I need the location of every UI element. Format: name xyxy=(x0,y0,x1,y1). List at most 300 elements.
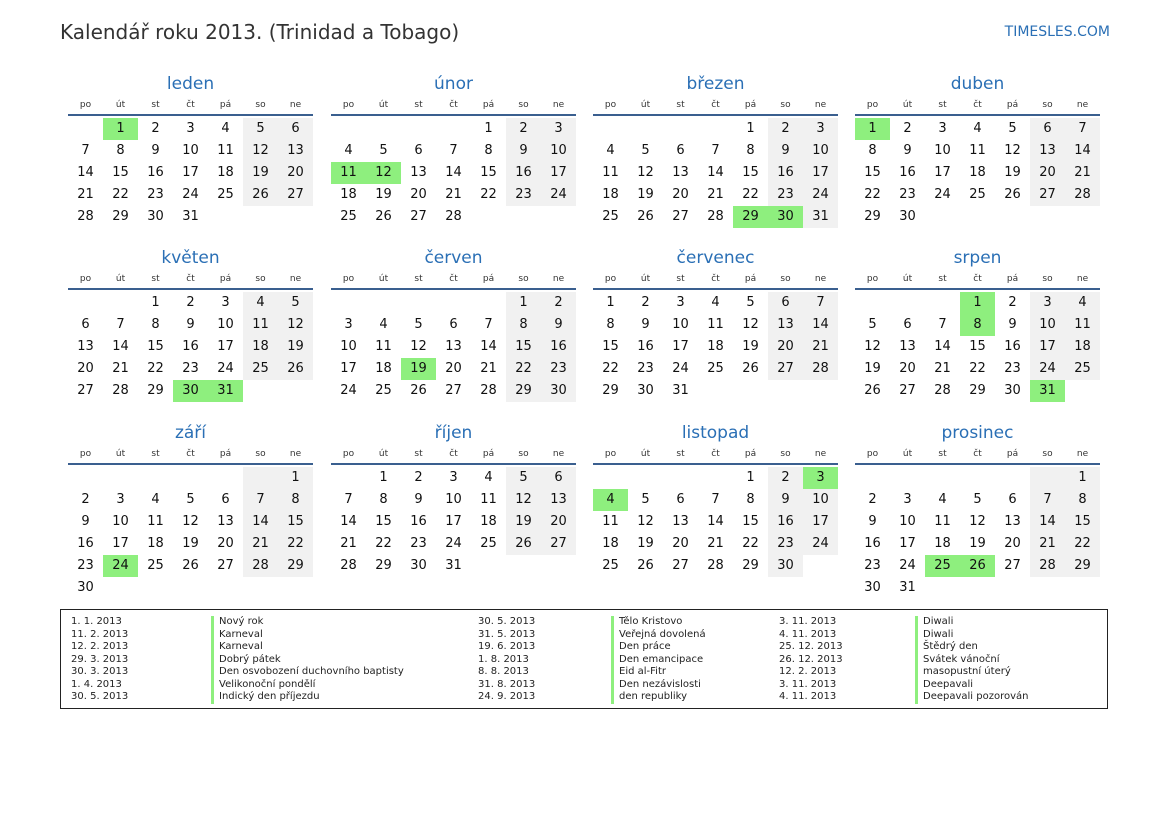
weekday-label: čt xyxy=(449,449,458,459)
day-cell: 7 xyxy=(81,143,90,158)
holiday-name: Diwali xyxy=(915,616,953,629)
holiday-name: Deepavali xyxy=(915,679,973,692)
day-cell: 28 xyxy=(934,383,951,398)
day-cell: 11 xyxy=(969,143,986,158)
holiday-date: 24. 9. 2013 xyxy=(478,691,536,702)
day-cell: 7 xyxy=(938,317,947,332)
day-cell: 19 xyxy=(243,162,278,184)
weekday-label: čt xyxy=(711,449,720,459)
weekday-header xyxy=(855,445,1100,465)
day-cell: 13 xyxy=(672,165,689,180)
day-cell: 28 xyxy=(1065,184,1100,206)
holiday-date: 25. 12. 2013 xyxy=(779,641,843,652)
weekday-label: pá xyxy=(219,274,232,284)
day-cell: 29 xyxy=(147,383,164,398)
empty-cell xyxy=(1065,206,1100,228)
day-cell: 16 xyxy=(637,339,654,354)
day-cell: 6 xyxy=(903,317,912,332)
empty-cell xyxy=(1030,206,1065,228)
holiday-name: Karneval xyxy=(211,629,263,642)
day-cell: 29 xyxy=(864,209,881,224)
empty-cell xyxy=(1065,380,1100,402)
day-cell: 7 xyxy=(1030,489,1065,511)
day-cell: 3 xyxy=(344,317,353,332)
weekday-label: čt xyxy=(186,274,195,284)
empty-cell xyxy=(960,467,995,489)
day-cell: 16 xyxy=(1004,339,1021,354)
weekday-label: st xyxy=(151,449,160,459)
day-grid xyxy=(68,467,313,599)
day-cell: 8 xyxy=(116,143,125,158)
day-cell: 3 xyxy=(903,492,912,507)
day-cell: 30 xyxy=(147,209,164,224)
weekday-label: po xyxy=(79,274,92,284)
day-cell: 22 xyxy=(742,187,759,202)
day-cell: 8 xyxy=(960,314,995,336)
day-cell: 11 xyxy=(217,143,234,158)
day-cell: 4 xyxy=(973,121,982,136)
day-cell: 8 xyxy=(606,317,615,332)
day-cell: 2 xyxy=(768,118,803,140)
weekday-label: út xyxy=(640,274,651,284)
day-cell: 27 xyxy=(445,383,462,398)
day-grid xyxy=(593,467,838,577)
day-cell: 10 xyxy=(217,317,234,332)
weekday-label: st xyxy=(414,274,423,284)
day-cell: 29 xyxy=(1065,555,1100,577)
empty-cell xyxy=(208,206,243,228)
weekday-label: so xyxy=(780,100,791,110)
weekday-label: so xyxy=(1042,274,1053,284)
page-title: Kalendář roku 2013. (Trinidad a Tobago) xyxy=(60,20,460,44)
weekday-label: st xyxy=(676,100,685,110)
empty-cell xyxy=(278,577,313,599)
day-cell: 10 xyxy=(340,339,357,354)
day-cell: 8 xyxy=(1065,489,1100,511)
empty-cell xyxy=(1030,577,1065,599)
day-cell: 21 xyxy=(340,536,357,551)
day-cell: 5 xyxy=(414,317,423,332)
day-cell: 2 xyxy=(868,492,877,507)
day-cell: 1 xyxy=(960,292,995,314)
day-cell: 9 xyxy=(186,317,195,332)
weekday-label: so xyxy=(255,100,266,110)
day-cell: 19 xyxy=(637,187,654,202)
day-cell: 10 xyxy=(182,143,199,158)
empty-cell xyxy=(436,292,471,314)
day-cell: 8 xyxy=(379,492,388,507)
day-cell: 14 xyxy=(707,514,724,529)
weekday-header xyxy=(855,270,1100,290)
day-cell: 5 xyxy=(641,143,650,158)
day-cell: 21 xyxy=(243,533,278,555)
day-cell: 30 xyxy=(864,580,881,595)
weekday-label: so xyxy=(518,449,529,459)
day-cell: 28 xyxy=(803,358,838,380)
holiday-name: Deepavali pozorován xyxy=(915,691,1029,704)
month-5 xyxy=(331,246,576,402)
holiday-name: Svátek vánoční xyxy=(915,654,1000,667)
day-cell: 17 xyxy=(445,514,462,529)
day-cell: 9 xyxy=(414,492,423,507)
day-cell: 19 xyxy=(375,187,392,202)
month-3 xyxy=(855,72,1100,228)
day-cell: 28 xyxy=(480,383,497,398)
day-cell: 11 xyxy=(602,514,619,529)
day-cell: 24 xyxy=(103,555,138,577)
day-cell: 30 xyxy=(768,206,803,228)
day-grid xyxy=(855,467,1100,599)
weekday-label: pá xyxy=(744,274,757,284)
day-cell: 19 xyxy=(182,536,199,551)
empty-cell xyxy=(995,577,1030,599)
day-cell: 7 xyxy=(344,492,353,507)
day-cell: 10 xyxy=(934,143,951,158)
day-cell: 15 xyxy=(742,514,759,529)
holiday-name: Den práce xyxy=(611,641,671,654)
empty-cell xyxy=(331,118,366,140)
day-cell: 26 xyxy=(375,209,392,224)
day-cell: 22 xyxy=(375,536,392,551)
day-cell: 3 xyxy=(541,118,576,140)
holiday-date: 30. 5. 2013 xyxy=(478,616,536,627)
weekday-label: ne xyxy=(814,100,827,110)
day-cell: 24 xyxy=(182,187,199,202)
day-cell: 23 xyxy=(1004,361,1021,376)
weekday-label: čt xyxy=(449,100,458,110)
day-cell: 20 xyxy=(77,361,94,376)
day-cell: 23 xyxy=(637,361,654,376)
day-cell: 21 xyxy=(1065,162,1100,184)
month-0 xyxy=(68,72,313,228)
day-cell: 7 xyxy=(711,143,720,158)
day-cell: 15 xyxy=(278,511,313,533)
day-cell: 29 xyxy=(506,380,541,402)
day-cell: 20 xyxy=(410,187,427,202)
day-cell: 20 xyxy=(672,187,689,202)
day-cell: 19 xyxy=(969,536,986,551)
day-cell: 2 xyxy=(1008,295,1017,310)
day-cell: 22 xyxy=(506,358,541,380)
holiday-name: Dobrý pátek xyxy=(211,654,281,667)
day-cell: 7 xyxy=(116,317,125,332)
empty-cell xyxy=(366,118,401,140)
day-cell: 21 xyxy=(480,361,497,376)
day-cell: 15 xyxy=(864,165,881,180)
day-cell: 25 xyxy=(375,383,392,398)
day-cell: 4 xyxy=(243,292,278,314)
month-4 xyxy=(68,246,313,402)
day-cell: 6 xyxy=(221,492,230,507)
weekday-label: pá xyxy=(219,100,232,110)
day-cell: 8 xyxy=(868,143,877,158)
day-cell: 8 xyxy=(151,317,160,332)
day-cell: 6 xyxy=(1008,492,1017,507)
weekday-label: st xyxy=(151,100,160,110)
day-cell: 14 xyxy=(340,514,357,529)
day-cell: 22 xyxy=(480,187,497,202)
day-grid xyxy=(331,292,576,402)
weekday-label: ne xyxy=(1076,274,1089,284)
day-cell: 10 xyxy=(899,514,916,529)
day-cell: 17 xyxy=(112,536,129,551)
empty-cell xyxy=(663,118,698,140)
month-name: září xyxy=(174,423,207,443)
day-cell: 24 xyxy=(340,383,357,398)
day-cell: 4 xyxy=(344,143,353,158)
day-cell: 6 xyxy=(676,143,685,158)
empty-cell xyxy=(698,380,733,402)
day-cell: 25 xyxy=(340,209,357,224)
weekday-label: st xyxy=(938,449,947,459)
weekday-label: út xyxy=(378,100,389,110)
empty-cell xyxy=(628,118,663,140)
day-cell: 15 xyxy=(480,165,497,180)
day-cell: 12 xyxy=(182,514,199,529)
weekday-label: út xyxy=(115,274,126,284)
holiday-name: Den nezávislosti xyxy=(611,679,701,692)
day-cell: 12 xyxy=(864,339,881,354)
day-cell: 27 xyxy=(899,383,916,398)
day-cell: 20 xyxy=(217,536,234,551)
weekday-label: po xyxy=(604,100,617,110)
day-cell: 31 xyxy=(672,383,689,398)
weekday-label: st xyxy=(676,274,685,284)
day-cell: 2 xyxy=(186,295,195,310)
day-cell: 9 xyxy=(768,489,803,511)
month-2 xyxy=(593,72,838,228)
empty-cell xyxy=(890,467,925,489)
day-cell: 24 xyxy=(445,536,462,551)
empty-cell xyxy=(1030,467,1065,489)
day-cell: 18 xyxy=(707,339,724,354)
day-cell: 5 xyxy=(973,492,982,507)
day-cell: 16 xyxy=(768,162,803,184)
weekday-label: út xyxy=(378,449,389,459)
brand-link[interactable]: TIMESLES.COM xyxy=(1004,24,1110,40)
day-cell: 17 xyxy=(934,165,951,180)
day-cell: 20 xyxy=(278,162,313,184)
weekday-header xyxy=(331,445,576,465)
day-cell: 10 xyxy=(112,514,129,529)
day-cell: 25 xyxy=(147,558,164,573)
day-cell: 19 xyxy=(506,511,541,533)
weekday-label: čt xyxy=(186,100,195,110)
month-name: červen xyxy=(424,248,483,268)
holiday-name: Diwali xyxy=(915,629,953,642)
weekday-label: pá xyxy=(1006,100,1019,110)
weekday-label: út xyxy=(640,449,651,459)
weekday-header xyxy=(68,445,313,465)
empty-cell xyxy=(401,118,436,140)
day-cell: 6 xyxy=(81,317,90,332)
holiday-name: Nový rok xyxy=(211,616,263,629)
holiday-date: 19. 6. 2013 xyxy=(478,641,536,652)
weekday-label: po xyxy=(866,100,879,110)
holiday-date: 8. 8. 2013 xyxy=(478,666,529,677)
day-cell: 11 xyxy=(147,514,164,529)
weekday-label: čt xyxy=(973,449,982,459)
day-cell: 11 xyxy=(1065,314,1100,336)
day-cell: 19 xyxy=(637,536,654,551)
month-name: prosinec xyxy=(941,423,1014,443)
day-cell: 11 xyxy=(243,314,278,336)
day-cell: 27 xyxy=(77,383,94,398)
day-cell: 2 xyxy=(506,118,541,140)
weekday-label: pá xyxy=(482,274,495,284)
empty-cell xyxy=(278,206,313,228)
day-cell: 20 xyxy=(672,536,689,551)
day-cell: 22 xyxy=(864,187,881,202)
day-cell: 4 xyxy=(711,295,720,310)
day-cell: 23 xyxy=(410,536,427,551)
weekday-label: so xyxy=(780,274,791,284)
day-grid xyxy=(68,292,313,402)
day-cell: 22 xyxy=(969,361,986,376)
day-cell: 11 xyxy=(331,162,366,184)
weekday-label: po xyxy=(604,449,617,459)
day-cell: 22 xyxy=(278,533,313,555)
weekday-label: ne xyxy=(814,449,827,459)
day-cell: 14 xyxy=(77,165,94,180)
weekday-label: út xyxy=(902,100,913,110)
holiday-date: 1. 4. 2013 xyxy=(71,678,122,690)
day-cell: 17 xyxy=(1030,336,1065,358)
empty-cell xyxy=(855,292,890,314)
weekday-label: čt xyxy=(711,100,720,110)
empty-cell xyxy=(278,380,313,402)
day-cell: 29 xyxy=(742,558,759,573)
day-cell: 31 xyxy=(445,558,462,573)
holiday-date: 26. 12. 2013 xyxy=(779,653,843,665)
weekday-header xyxy=(68,270,313,290)
day-cell: 15 xyxy=(112,165,129,180)
weekday-label: pá xyxy=(219,449,232,459)
day-cell: 22 xyxy=(742,536,759,551)
holiday-name: Štědrý den xyxy=(915,641,978,654)
day-cell: 19 xyxy=(864,361,881,376)
day-cell: 25 xyxy=(707,361,724,376)
day-cell: 18 xyxy=(480,514,497,529)
day-cell: 15 xyxy=(602,339,619,354)
month-9 xyxy=(331,421,576,577)
day-cell: 19 xyxy=(401,358,436,380)
day-cell: 5 xyxy=(379,143,388,158)
day-cell: 13 xyxy=(77,339,94,354)
day-cell: 27 xyxy=(278,184,313,206)
day-cell: 24 xyxy=(934,187,951,202)
day-cell: 19 xyxy=(278,336,313,358)
empty-cell xyxy=(471,206,506,228)
day-cell: 16 xyxy=(864,536,881,551)
day-cell: 9 xyxy=(541,314,576,336)
day-cell: 9 xyxy=(81,514,90,529)
day-cell: 14 xyxy=(1065,140,1100,162)
day-cell: 7 xyxy=(484,317,493,332)
day-grid xyxy=(331,467,576,577)
weekday-label: po xyxy=(866,274,879,284)
day-cell: 13 xyxy=(217,514,234,529)
day-cell: 21 xyxy=(445,187,462,202)
empty-cell xyxy=(471,292,506,314)
day-cell: 17 xyxy=(340,361,357,376)
holiday-date: 12. 2. 2013 xyxy=(779,666,837,677)
day-cell: 25 xyxy=(602,209,619,224)
day-cell: 10 xyxy=(672,317,689,332)
day-cell: 28 xyxy=(1030,555,1065,577)
day-cell: 21 xyxy=(934,361,951,376)
empty-cell xyxy=(331,292,366,314)
holiday-date: 1. 1. 2013 xyxy=(71,616,122,627)
day-cell: 3 xyxy=(449,470,458,485)
weekday-label: pá xyxy=(482,449,495,459)
weekday-label: pá xyxy=(744,449,757,459)
day-cell: 2 xyxy=(641,295,650,310)
weekday-label: st xyxy=(938,274,947,284)
weekday-label: ne xyxy=(552,274,565,284)
day-cell: 30 xyxy=(768,555,803,577)
day-cell: 1 xyxy=(379,470,388,485)
weekday-label: ne xyxy=(289,274,302,284)
day-cell: 24 xyxy=(803,533,838,555)
month-7 xyxy=(855,246,1100,402)
weekday-label: út xyxy=(115,449,126,459)
day-cell: 8 xyxy=(746,143,755,158)
day-cell: 18 xyxy=(375,361,392,376)
weekday-label: ne xyxy=(289,449,302,459)
day-cell: 20 xyxy=(1030,162,1065,184)
day-cell: 17 xyxy=(541,162,576,184)
empty-cell xyxy=(208,577,243,599)
day-cell: 30 xyxy=(410,558,427,573)
day-cell: 22 xyxy=(1065,533,1100,555)
day-cell: 17 xyxy=(182,165,199,180)
empty-cell xyxy=(663,467,698,489)
day-cell: 28 xyxy=(243,555,278,577)
day-grid xyxy=(855,118,1100,228)
holiday-date: 29. 3. 2013 xyxy=(71,653,129,665)
day-cell: 31 xyxy=(182,209,199,224)
day-cell: 26 xyxy=(637,558,654,573)
empty-cell xyxy=(593,467,628,489)
day-cell: 30 xyxy=(637,383,654,398)
month-name: únor xyxy=(434,74,473,94)
empty-cell xyxy=(960,206,995,228)
empty-cell xyxy=(471,555,506,577)
day-cell: 4 xyxy=(484,470,493,485)
day-cell: 20 xyxy=(445,361,462,376)
weekday-label: ne xyxy=(1076,100,1089,110)
holiday-name: masopustní úterý xyxy=(915,666,1011,679)
day-cell: 25 xyxy=(1065,358,1100,380)
day-cell: 30 xyxy=(1004,383,1021,398)
day-cell: 31 xyxy=(803,206,838,228)
day-cell: 29 xyxy=(112,209,129,224)
holiday-date: 11. 2. 2013 xyxy=(71,628,129,640)
day-cell: 5 xyxy=(746,295,755,310)
weekday-label: po xyxy=(79,100,92,110)
day-cell: 15 xyxy=(1065,511,1100,533)
day-cell: 21 xyxy=(803,336,838,358)
day-cell: 8 xyxy=(278,489,313,511)
day-cell: 11 xyxy=(707,317,724,332)
weekday-label: čt xyxy=(186,449,195,459)
holiday-name: Eid al-Fitr xyxy=(611,666,666,679)
day-cell: 26 xyxy=(1004,187,1021,202)
day-cell: 6 xyxy=(1030,118,1065,140)
weekday-label: ne xyxy=(552,100,565,110)
day-cell: 19 xyxy=(742,339,759,354)
